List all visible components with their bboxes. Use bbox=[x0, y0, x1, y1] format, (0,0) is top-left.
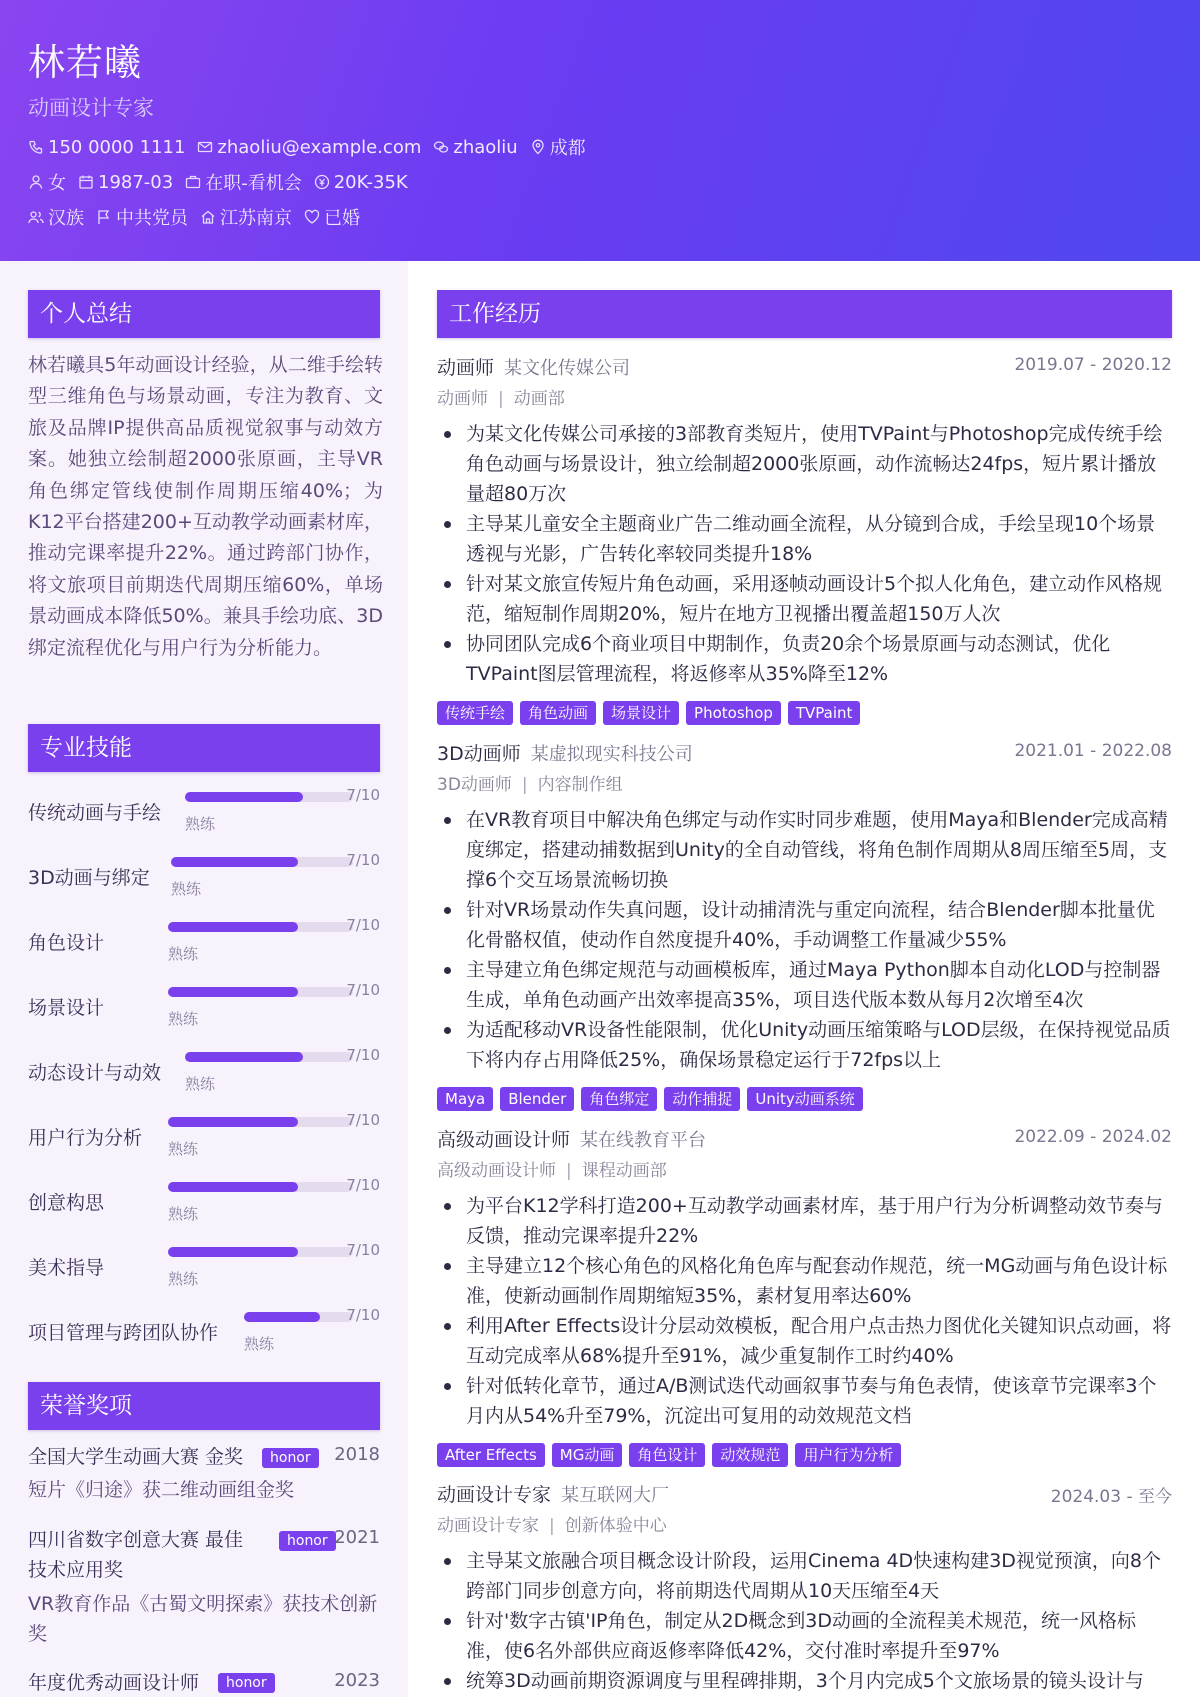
job-company: 某文化传媒公司 bbox=[504, 358, 631, 379]
job-date: 2022.09 - 2024.02 bbox=[1014, 1127, 1172, 1147]
honor-year: 2023 bbox=[334, 1670, 380, 1691]
skill-level: 熟练 bbox=[185, 815, 216, 833]
skill-item bbox=[28, 1241, 380, 1291]
job-position: 动画师 bbox=[437, 389, 488, 409]
job-subtitle bbox=[437, 1511, 667, 1536]
skill-name: 项目管理与跨团队协作 bbox=[28, 1322, 219, 1344]
skill-score: 7/10 bbox=[346, 1241, 380, 1259]
job-bullet: 针对低转化章节，通过A/B测试迭代动画叙事节奏与角色表情，使该章节完课率3个月内从54%升至79%，沉淀出可复用的动效规范文档 bbox=[466, 1371, 1172, 1431]
skill-score: 7/10 bbox=[346, 1046, 380, 1064]
job-date: 2024.03 - 至今 bbox=[1050, 1487, 1172, 1507]
summary-heading: 个人总结 bbox=[28, 290, 380, 338]
skill-bar bbox=[185, 1052, 353, 1062]
job-bullet: 为适配移动VR设备性能限制，优化Unity动画压缩策略与LOD层级，在保持视觉品质下将内存占用降低25%，确保场景稳定运行于72fps以上 bbox=[466, 1015, 1172, 1075]
skill-name: 创意构思 bbox=[28, 1192, 105, 1214]
skill-item bbox=[28, 851, 380, 901]
skill-tag: 用户行为分析 bbox=[795, 1443, 901, 1467]
salary-text: 20K-35K bbox=[333, 171, 408, 193]
job-subtitle bbox=[437, 1156, 667, 1181]
honor-title: 年度优秀动画设计师 bbox=[28, 1672, 200, 1694]
job-position: 3D动画师 bbox=[437, 775, 512, 795]
phone-icon bbox=[28, 139, 44, 155]
job-tags bbox=[437, 701, 867, 725]
hometown-item bbox=[200, 204, 292, 230]
job-bullet: 协同团队完成6个商业项目中期制作，负责20余个场景原画与动态测试，优化TVPaint图层管理流程，将返修率从35%降至12% bbox=[466, 629, 1172, 689]
skill-score: 7/10 bbox=[346, 1306, 380, 1324]
candidate-title: 动画设计专家 bbox=[28, 96, 154, 120]
birth-text: 1987-03 bbox=[98, 171, 174, 193]
skill-score: 7/10 bbox=[346, 981, 380, 999]
job-bullet: 主导建立角色绑定规范与动画模板库，通过Maya Python脚本自动化LOD与控制器生成，单角色动画产出效率提高35%，项目迭代版本数从每月2次增至4次 bbox=[466, 955, 1172, 1015]
job-department: 动画部 bbox=[513, 389, 565, 409]
honor-title: 全国大学生动画大赛 金奖 bbox=[28, 1446, 244, 1468]
skill-level: 熟练 bbox=[168, 1140, 199, 1158]
skill-score: 7/10 bbox=[346, 851, 380, 869]
city-text: 成都 bbox=[549, 138, 586, 159]
skill-bar-fill bbox=[168, 1247, 298, 1257]
job-department: 课程动画部 bbox=[581, 1161, 667, 1181]
skill-tag: After Effects bbox=[437, 1443, 545, 1467]
skill-level: 熟练 bbox=[168, 945, 199, 963]
skill-tag: 场景设计 bbox=[603, 701, 679, 725]
job-company: 某在线教育平台 bbox=[580, 1130, 707, 1151]
job-bullet: 主导某文旅融合项目概念设计阶段，运用Cinema 4D快速构建3D视觉预演，向8个跨部门同步创意方向，将前期迭代周期从10天压缩至4天 bbox=[466, 1546, 1172, 1606]
job-position: 动画设计专家 bbox=[437, 1516, 539, 1536]
separator: | bbox=[566, 1161, 572, 1181]
wechat-icon bbox=[433, 139, 449, 155]
skill-item bbox=[28, 1176, 380, 1226]
users-icon bbox=[28, 209, 44, 225]
skill-bar bbox=[168, 922, 353, 932]
skill-bar-fill bbox=[168, 1117, 298, 1127]
skill-bar bbox=[168, 1247, 353, 1257]
skill-tag: Maya bbox=[437, 1087, 493, 1111]
job-company: 某虚拟现实科技公司 bbox=[530, 744, 693, 765]
honor-badge: honor bbox=[218, 1673, 275, 1693]
job-department: 创新体验中心 bbox=[564, 1516, 667, 1536]
email-text: zhaoliu@example.com bbox=[217, 136, 422, 158]
job-role: 动画设计专家 bbox=[437, 1484, 552, 1506]
city-item bbox=[530, 134, 586, 160]
flag-icon bbox=[96, 209, 112, 225]
marital-item bbox=[304, 204, 360, 230]
skill-name: 传统动画与手绘 bbox=[28, 802, 162, 824]
job-bullets bbox=[466, 1191, 1172, 1431]
skill-item bbox=[28, 981, 380, 1031]
wechat-item bbox=[433, 137, 517, 158]
job-bullet: 统筹3D动画前期资源调度与里程碑排期，3个月内完成5个文旅场景的镜头设计与 bbox=[466, 1666, 1172, 1696]
summary-text: 林若曦具5年动画设计经验，从二维手绘转型三维角色与场景动画，专注为教育、文旅及品牌IP提供高品质视觉叙事与动效方案。她独立绘制超2000张原画，主导VR角色绑定管线使制作周期压缩40%；为K12平台搭建200+互动教学动画素材库，推动完课率提升22%。通过跨部门协作，将文旅项目前期迭代周期压缩60%，单场景动画成本降低50%。兼具手绘功底、3D绑定流程优化与用户行为分析能力。 bbox=[28, 354, 383, 659]
location-icon bbox=[530, 139, 546, 155]
skill-level: 熟练 bbox=[168, 1010, 199, 1028]
job-header bbox=[437, 1125, 1172, 1151]
coin-icon bbox=[314, 174, 330, 190]
skill-tag: Unity动画系统 bbox=[747, 1087, 862, 1111]
skill-bar bbox=[168, 987, 353, 997]
skill-bar bbox=[171, 857, 353, 867]
skill-bar-fill bbox=[185, 792, 303, 802]
skills-heading: 专业技能 bbox=[28, 724, 380, 772]
skill-item bbox=[28, 1306, 380, 1356]
gender-text: 女 bbox=[48, 173, 66, 194]
skill-tag: 传统手绘 bbox=[437, 701, 513, 725]
honor-badge: honor bbox=[262, 1448, 319, 1468]
politics-item bbox=[96, 204, 188, 230]
skill-tag: 角色设计 bbox=[629, 1443, 705, 1467]
skill-bar-fill bbox=[171, 857, 298, 867]
email-item bbox=[197, 137, 421, 158]
skill-bar-fill bbox=[168, 987, 298, 997]
skill-bar-fill bbox=[185, 1052, 303, 1062]
skill-tag: TVPaint bbox=[788, 701, 861, 725]
skill-tag: Blender bbox=[500, 1087, 574, 1111]
job-bullet: 主导某儿童安全主题商业广告二维动画全流程，从分镜到合成，手绘呈现10个场景透视与光影，广告转化率较同类提升18% bbox=[466, 509, 1172, 569]
job-department: 内容制作组 bbox=[537, 775, 623, 795]
skill-name: 场景设计 bbox=[28, 997, 105, 1019]
job-bullets bbox=[466, 805, 1172, 1075]
job-bullet: 为平台K12学科打造200+互动教学动画素材库，基于用户行为分析调整动效节奏与反馈，推动完课率提升22% bbox=[466, 1191, 1172, 1251]
phone-item bbox=[28, 137, 185, 158]
skill-name: 动态设计与动效 bbox=[28, 1062, 162, 1084]
calendar-icon bbox=[78, 174, 94, 190]
skill-tag: 角色动画 bbox=[520, 701, 596, 725]
politics-text: 中共党员 bbox=[116, 208, 188, 229]
background-row bbox=[28, 204, 372, 230]
skill-level: 熟练 bbox=[185, 1075, 216, 1093]
skill-item bbox=[28, 1046, 380, 1096]
skill-level: 熟练 bbox=[171, 880, 202, 898]
marital-text: 已婚 bbox=[324, 208, 360, 229]
skill-bar-fill bbox=[168, 922, 298, 932]
home-icon bbox=[200, 209, 216, 225]
honor-year: 2021 bbox=[334, 1527, 380, 1548]
candidate-name: 林若曦 bbox=[28, 41, 142, 84]
skill-level: 熟练 bbox=[168, 1270, 199, 1288]
resume-header bbox=[0, 0, 1200, 261]
job-bullet: 在VR教育项目中解决角色绑定与动作实时同步难题，使用Maya和Blender完成高精度绑定，搭建动捕数据到Unity的全自动管线，将角色制作周期从8周压缩至5周，支撑6个交互场景流畅切换 bbox=[466, 805, 1172, 895]
skill-tag: 动效规范 bbox=[712, 1443, 788, 1467]
honor-badge: honor bbox=[279, 1531, 336, 1551]
job-date: 2019.07 - 2020.12 bbox=[1014, 355, 1172, 375]
skill-name: 角色设计 bbox=[28, 932, 105, 954]
job-position: 高级动画设计师 bbox=[437, 1161, 556, 1181]
birth-item bbox=[78, 172, 173, 193]
email-icon bbox=[197, 139, 213, 155]
job-company: 某互联网大厂 bbox=[561, 1485, 670, 1506]
job-role: 高级动画设计师 bbox=[437, 1129, 571, 1151]
job-header bbox=[437, 1480, 1172, 1506]
skill-item bbox=[28, 786, 380, 836]
skill-bar bbox=[185, 792, 353, 802]
job-bullets bbox=[466, 419, 1172, 689]
job-role: 3D动画师 bbox=[437, 743, 521, 765]
job-bullet: 针对某文旅宣传短片角色动画，采用逐帧动画设计5个拟人化角色，建立动作风格规范，缩短制作周期20%，短片在地方卫视播出覆盖超150万人次 bbox=[466, 569, 1172, 629]
skill-bar bbox=[168, 1117, 353, 1127]
skill-name: 美术指导 bbox=[28, 1257, 105, 1279]
wechat-text: zhaoliu bbox=[453, 136, 518, 158]
personal-row bbox=[28, 169, 420, 195]
user-icon bbox=[28, 174, 44, 190]
honor-description: VR教育作品《古蜀文明探索》获技术创新奖 bbox=[28, 1593, 378, 1645]
honor-year: 2018 bbox=[334, 1444, 380, 1465]
job-subtitle bbox=[437, 384, 565, 409]
skill-tag: MG动画 bbox=[552, 1443, 623, 1467]
status-item bbox=[185, 169, 302, 195]
skill-score: 7/10 bbox=[346, 786, 380, 804]
work-heading: 工作经历 bbox=[437, 290, 1172, 338]
skill-name: 3D动画与绑定 bbox=[28, 867, 150, 889]
skill-bar bbox=[244, 1312, 353, 1322]
skill-name: 用户行为分析 bbox=[28, 1127, 143, 1149]
skill-level: 熟练 bbox=[244, 1335, 275, 1353]
skill-item bbox=[28, 1111, 380, 1161]
status-text: 在职-看机会 bbox=[205, 173, 302, 194]
ethnicity-item bbox=[28, 204, 84, 230]
skill-tag: Photoshop bbox=[686, 701, 781, 725]
briefcase-icon bbox=[185, 174, 201, 190]
phone-text: 150 0000 1111 bbox=[48, 136, 186, 158]
gender-item bbox=[28, 169, 66, 195]
heart-icon bbox=[304, 209, 320, 225]
hometown-text: 江苏南京 bbox=[220, 208, 292, 229]
separator: | bbox=[498, 389, 504, 409]
job-bullet: 针对'数字古镇'IP角色，制定从2D概念到3D动画的全流程美术规范，统一风格标准，使6名外部供应商返修率降低42%，交付准时率提升至97% bbox=[466, 1606, 1172, 1666]
skill-item bbox=[28, 916, 380, 966]
job-tags bbox=[437, 1087, 870, 1111]
job-header bbox=[437, 353, 1172, 379]
job-header bbox=[437, 739, 1172, 765]
job-date: 2021.01 - 2022.08 bbox=[1014, 741, 1172, 761]
skill-bar-fill bbox=[244, 1312, 320, 1322]
job-bullet: 为某文化传媒公司承接的3部教育类短片，使用TVPaint与Photoshop完成传统手绘角色动画与场景设计，独立绘制超2000张原画，动作流畅达24fps，短片累计播放量超80万次 bbox=[466, 419, 1172, 509]
skill-bar bbox=[168, 1182, 353, 1192]
skill-score: 7/10 bbox=[346, 916, 380, 934]
skill-level: 熟练 bbox=[168, 1205, 199, 1223]
job-bullet: 主导建立12个核心角色的风格化角色库与配套动作规范，统一MG动画与角色设计标准，使新动画制作周期缩短35%，素材复用率达60% bbox=[466, 1251, 1172, 1311]
ethnicity-text: 汉族 bbox=[48, 208, 84, 229]
honors-heading: 荣誉奖项 bbox=[28, 1382, 380, 1430]
job-bullet: 利用After Effects设计分层动效模板，配合用户点击热力图优化关键知识点动画，将互动完成率从68%提升至91%，减少重复制作工时约40% bbox=[466, 1311, 1172, 1371]
job-subtitle bbox=[437, 770, 623, 795]
skill-tag: 角色绑定 bbox=[581, 1087, 657, 1111]
skill-score: 7/10 bbox=[346, 1176, 380, 1194]
job-tags bbox=[437, 1443, 908, 1467]
job-entry bbox=[437, 1480, 1172, 1697]
honor-title: 四川省数字创意大赛 最佳技术应用奖 bbox=[28, 1529, 244, 1581]
job-role: 动画师 bbox=[437, 357, 495, 379]
salary-item bbox=[314, 172, 408, 193]
skill-score: 7/10 bbox=[346, 1111, 380, 1129]
skill-tag: 动作捕捉 bbox=[664, 1087, 740, 1111]
contact-row bbox=[28, 134, 598, 160]
skill-bar-fill bbox=[168, 1182, 298, 1192]
job-bullet: 针对VR场景动作失真问题，设计动捕清洗与重定向流程，结合Blender脚本批量优化骨骼权值，使动作自然度提升40%，手动调整工作量减少55% bbox=[466, 895, 1172, 955]
separator: | bbox=[549, 1516, 555, 1536]
honor-description: 短片《归途》获二维动画组金奖 bbox=[28, 1479, 295, 1501]
job-bullets bbox=[466, 1546, 1172, 1696]
separator: | bbox=[521, 775, 528, 795]
